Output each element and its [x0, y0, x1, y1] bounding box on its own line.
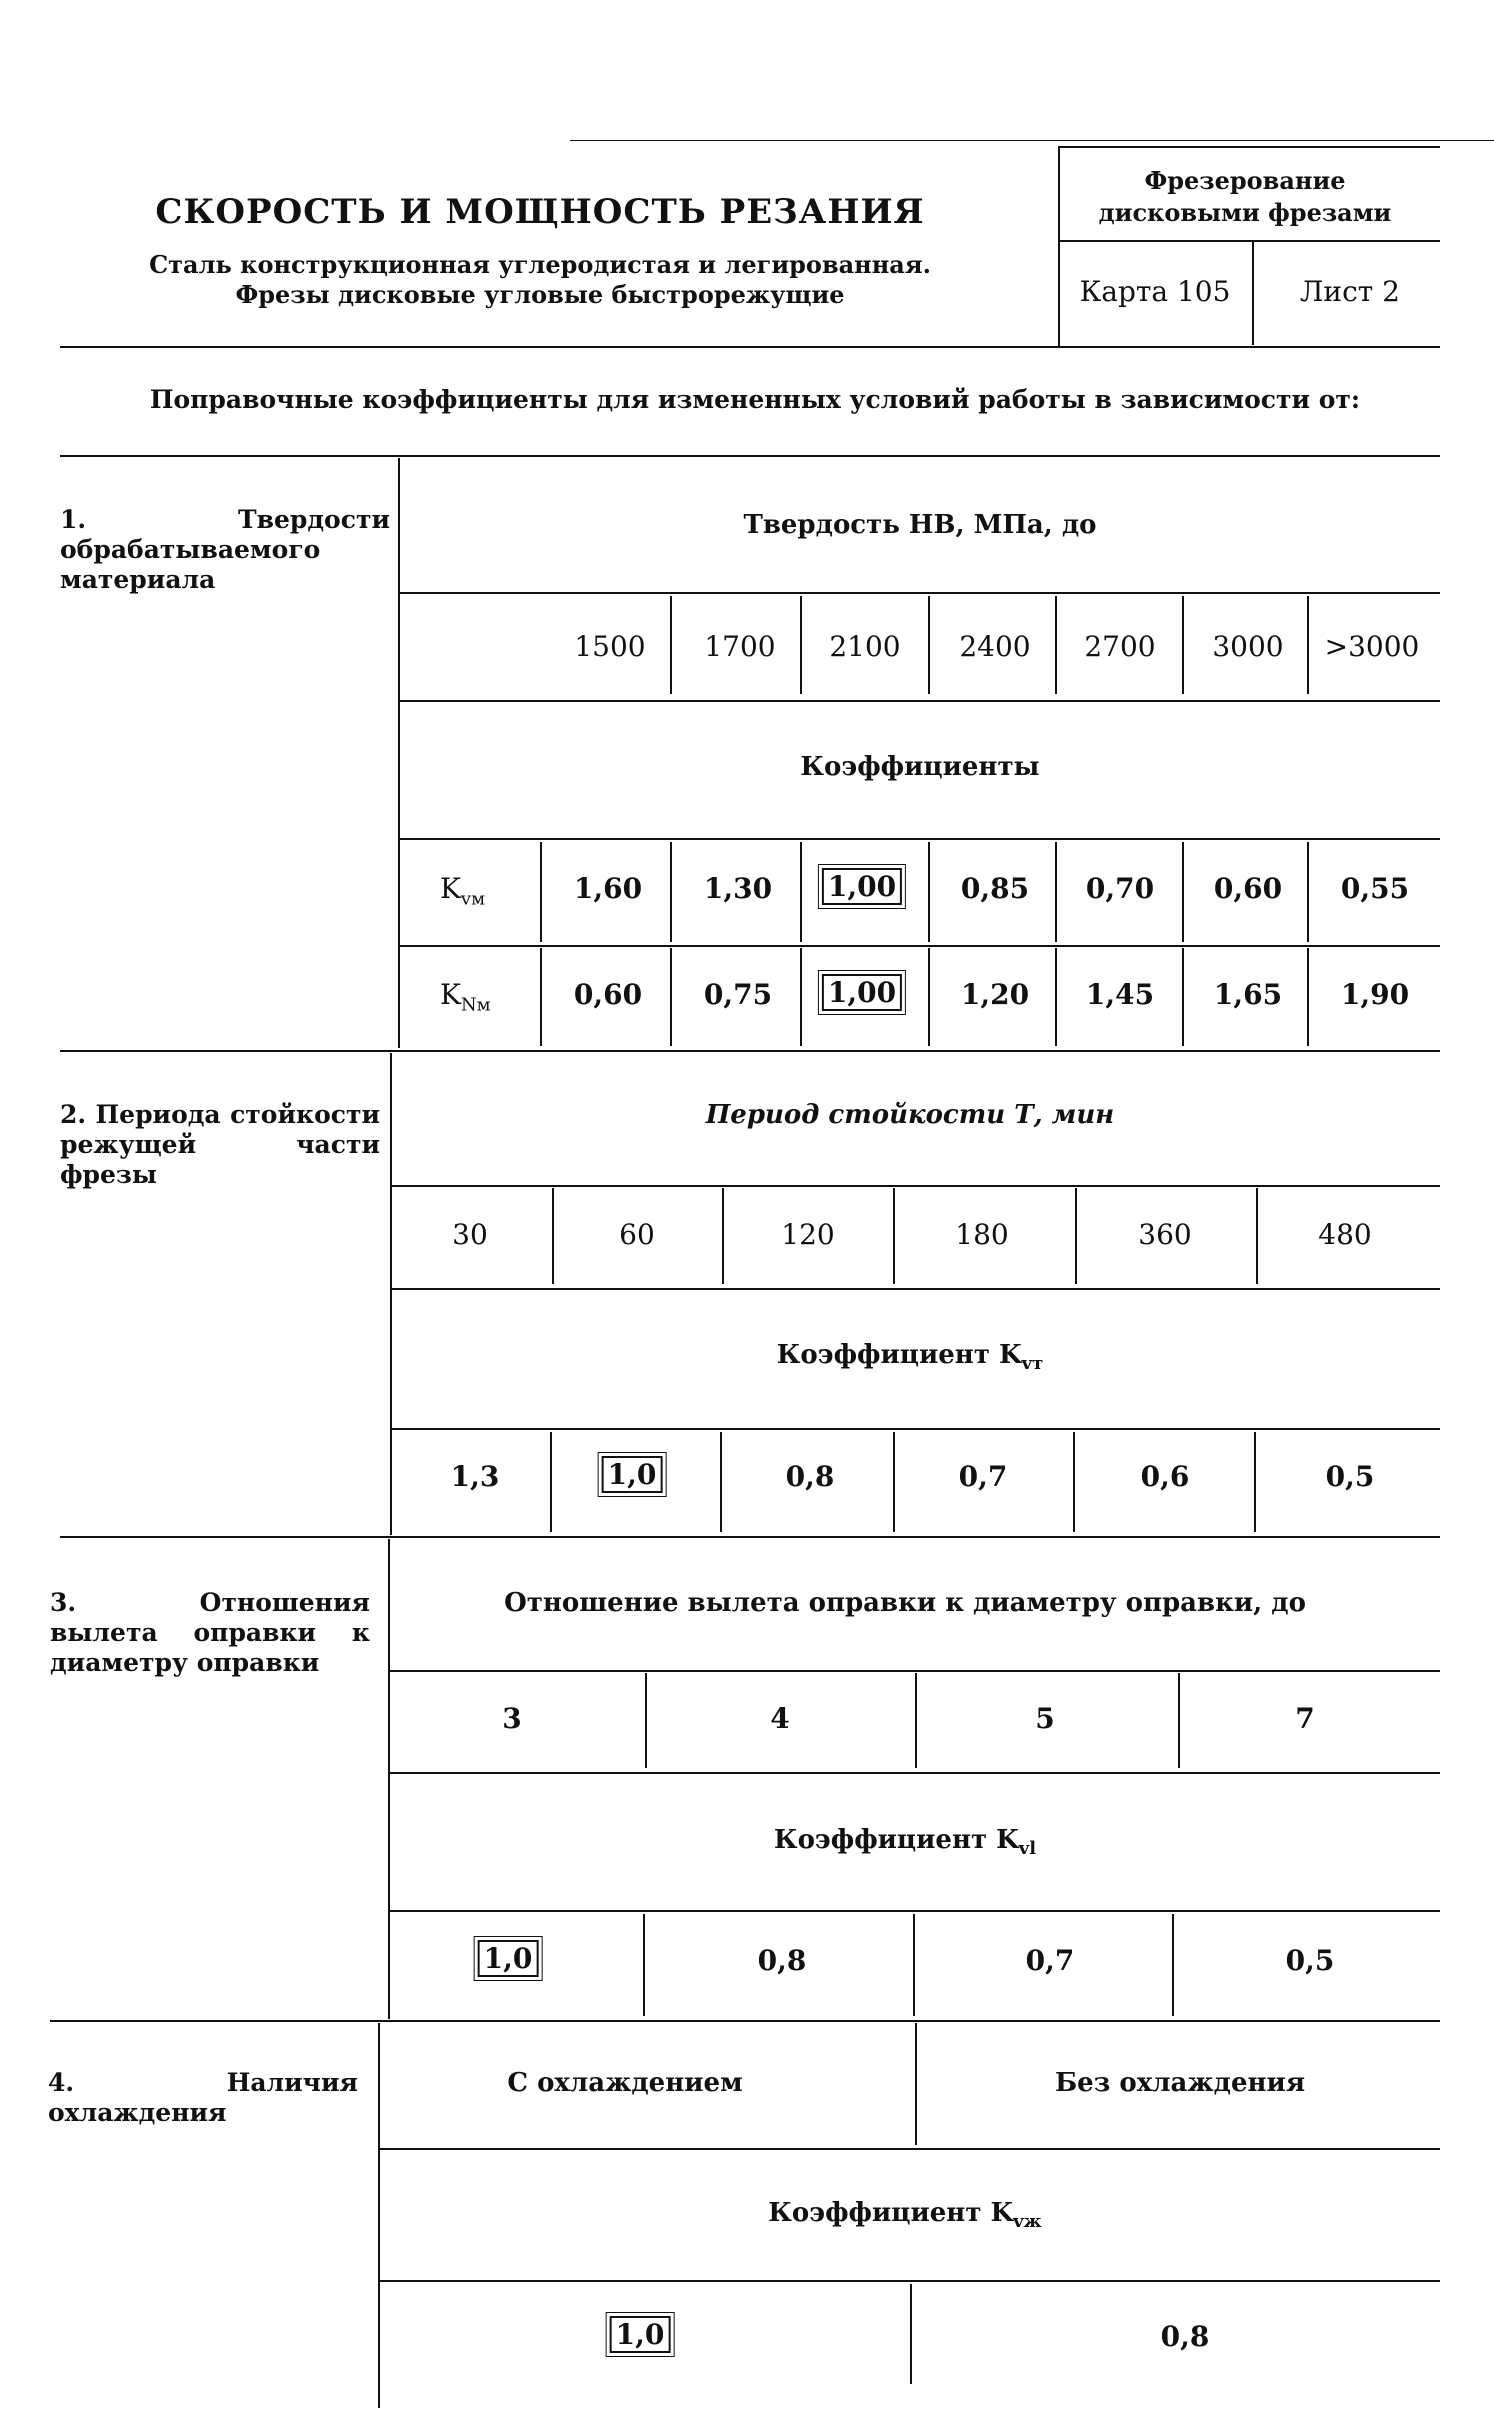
section2-label: 2. Периода стойкости режущей части фрезы: [60, 1100, 380, 1189]
knm-value: 1,45: [1085, 978, 1155, 1011]
kvm-value: 1,60: [573, 872, 643, 905]
hardness-value: 2700: [1084, 630, 1156, 663]
hardness-value: 2400: [959, 630, 1031, 663]
kvt-value: 0,8: [785, 1460, 835, 1493]
kvl-value: 0,7: [1025, 1944, 1075, 1977]
kvzh-value-baseline: 1,0: [610, 2316, 671, 2353]
tool-life-header: Период стойкости Т, мин: [705, 1100, 1115, 1130]
tool-life-value: 360: [1138, 1218, 1192, 1251]
coef-header-3: Коэффициент $K_{vl}$: [773, 1825, 1037, 1860]
knm-value: 1,20: [960, 978, 1030, 1011]
knm-value: 0,60: [573, 978, 643, 1011]
kvm-value: 0,60: [1213, 872, 1283, 905]
tool-life-value: 60: [619, 1218, 655, 1251]
hardness-header: Твердость НВ, МПа, до: [743, 510, 1097, 540]
section4-label: 4. Наличия охлаждения: [48, 2068, 358, 2127]
kvt-value-baseline: 1,0: [602, 1456, 663, 1493]
kvt-value: 1,3: [450, 1460, 500, 1493]
coef-header-4: Коэффициент $K_{vж}$: [768, 2198, 1042, 2233]
kvm-value: 1,30: [703, 872, 773, 905]
knm-value: 0,75: [703, 978, 773, 1011]
cooling-without: Без охлаждения: [1054, 2068, 1306, 2098]
kvl-value: 0,8: [757, 1944, 807, 1977]
sheet-number: Лист 2: [1300, 275, 1400, 308]
kvm-value: 0,85: [960, 872, 1030, 905]
kvl-value: 0,5: [1285, 1944, 1335, 1977]
page-title: СКОРОСТЬ И МОЩНОСТЬ РЕЗАНИЯ: [155, 192, 925, 232]
row-label-knm: $K_{Nм}$: [440, 978, 491, 1016]
cooling-with: С охлаждением: [507, 2068, 743, 2098]
coef-header-1: Коэффициенты: [800, 752, 1040, 782]
page-subtitle-line1: Сталь конструкционная углеродистая и легированная.: [149, 250, 931, 279]
card-number: Карта 105: [1079, 275, 1231, 308]
hardness-value: 3000: [1212, 630, 1284, 663]
intro-text: Поправочные коэффициенты для измененных условий работы в зависимости от:: [149, 385, 1361, 414]
overhang-value: 3: [502, 1702, 522, 1735]
kvt-value: 0,6: [1140, 1460, 1190, 1493]
kvm-value: 0,70: [1085, 872, 1155, 905]
overhang-value: 4: [770, 1702, 790, 1735]
row-label-kvm: $K_{vм}$: [440, 872, 486, 910]
hardness-value: 1700: [704, 630, 776, 663]
tool-life-value: 480: [1318, 1218, 1372, 1251]
kvm-value: 0,55: [1340, 872, 1410, 905]
coef-header-2: Коэффициент $K_{vт}$: [776, 1340, 1044, 1375]
tool-life-value: 120: [781, 1218, 835, 1251]
overhang-header: Отношение вылета оправки к диаметру оправки, до: [504, 1588, 1306, 1618]
knm-value-baseline: 1,00: [822, 974, 902, 1011]
tool-life-value: 30: [452, 1218, 488, 1251]
knm-value: 1,90: [1340, 978, 1410, 1011]
kvt-value: 0,5: [1325, 1460, 1375, 1493]
overhang-value: 5: [1035, 1702, 1055, 1735]
kvzh-value: 0,8: [1160, 2320, 1210, 2353]
hardness-value: >3000: [1324, 630, 1420, 663]
hardness-value: 2100: [829, 630, 901, 663]
section1-label: 1. Твердости обрабатываемого материала: [60, 505, 390, 594]
operation-line2: дисковыми фрезами: [1098, 198, 1392, 227]
kvt-value: 0,7: [958, 1460, 1008, 1493]
page-subtitle-line2: Фрезы дисковые угловые быстрорежущие: [235, 280, 845, 309]
operation-line1: Фрезерование: [1144, 166, 1346, 195]
section3-label: 3. Отношения вылета оправки к диаметру оправки: [50, 1588, 370, 1677]
kvl-value-baseline: 1,0: [478, 1940, 539, 1977]
knm-value: 1,65: [1213, 978, 1283, 1011]
overhang-value: 7: [1295, 1702, 1315, 1735]
tool-life-value: 180: [955, 1218, 1009, 1251]
kvm-value-baseline: 1,00: [822, 868, 902, 905]
hardness-value: 1500: [574, 630, 646, 663]
